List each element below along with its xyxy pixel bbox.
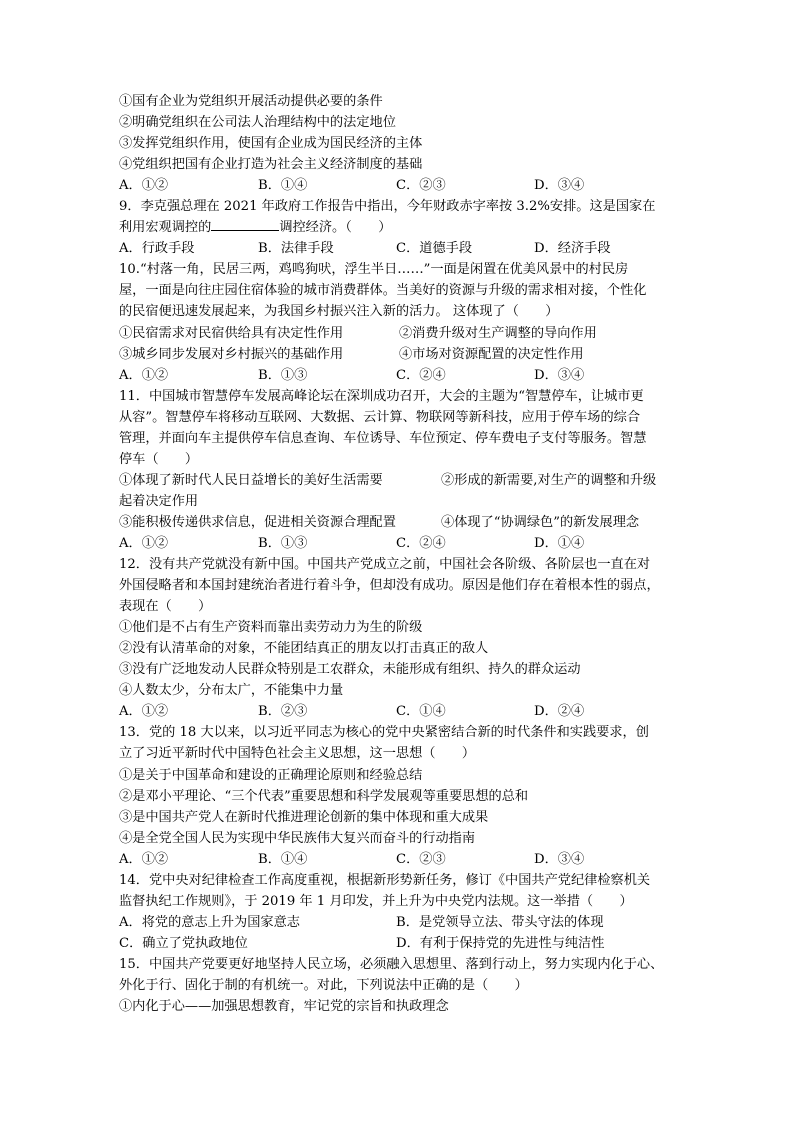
q10-item-3: ③城乡同步发展对乡村振兴的基础作用 [119,346,344,362]
q12-item-4: ④人数太少，分布太广，不能集中力量 [119,683,344,699]
q9-option-b[interactable]: B．法律手段 [258,241,334,257]
q10-option-c[interactable]: C．②④ [396,367,446,383]
q15-item-1: ①内化于心——加强思想教育，牢记党的宗旨和执政理念 [119,999,449,1015]
q11-option-c[interactable]: C．②④ [396,535,446,551]
q11-stem-line-1: 11．中国城市智慧停车发展高峰论坛在深圳成功召开，大会的主题为“智慧停车，让城市更 [119,388,644,404]
q8-item-1: ①国有企业为党组织开展活动提供必要的条件 [119,94,383,109]
q12-option-b[interactable]: B．②③ [258,704,308,720]
q14-options-row-2 [119,933,679,954]
q10-stem-line-1: 10.“村落一角，民居三两，鸡鸣狗吠，浮生半日……”一面是闲置在优美风景中的村民房 [119,262,629,278]
q8-item-2: ②明确党组织在公司法人治理结构中的法定地位 [119,115,396,131]
q12-item-1: ①他们是不占有生产资料而靠出卖劳动力为生的阶级 [119,620,423,636]
q13-option-d[interactable]: D．③④ [534,851,585,867]
q14-option-a[interactable]: A．将党的意志上升为国家意志 [119,914,300,930]
q11-items-row-1 [119,470,679,491]
q8-option-b[interactable]: B．①④ [258,178,308,194]
q9-options [119,238,679,259]
q11-option-a[interactable]: A．①② [119,535,169,551]
q13-item-1: ①是关于中国革命和建设的正确理论原则和经验总结 [119,767,423,783]
q14-stem-line-1: 14．党中央对纪律检查工作高度重视，根据新形势新任务，修订《中国共产党纪律检察机关 [119,872,651,888]
q15-stem-line-2: 外化于行、固化于制的有机统一。对此，下列说法中正确的是（ ） [119,977,528,993]
exam-page [119,91,679,1017]
question-15 [119,954,679,1017]
q12-item-2: ②没有认清革命的对象，不能团结真正的朋友以打击真正的敌人 [119,641,489,657]
q14-options-row-1 [119,912,679,933]
q13-item-3: ③是中国共产党人在新时代推进理论创新的集中体现和重大成果 [119,809,489,825]
q11-items-row-2 [119,512,679,533]
q9-fill-blank[interactable] [211,218,279,231]
question-14 [119,870,679,954]
q10-item-4: ④市场对资源配置的决定性作用 [399,346,584,362]
q10-option-a[interactable]: A．①② [119,367,169,383]
q8-item-3: ③发挥党组织作用，使国有企业成为国民经济的主体 [119,136,423,152]
q11-item-2-continued: 起着决定作用 [119,493,199,509]
q9-stem-before-blank: 利用宏观调控的 [119,220,212,236]
q11-item-1: ①体现了新时代人民日益增长的美好生活需要 [119,472,383,488]
q13-options [119,849,679,870]
q11-stem-line-4: 停车（ ） [119,451,199,467]
q11-options [119,533,679,554]
q8-option-c[interactable]: C．②③ [396,178,446,194]
q14-option-c[interactable]: C．确立了党执政地位 [119,935,248,951]
q11-option-b[interactable]: B．①③ [258,535,308,551]
q8-option-d[interactable]: D．③④ [534,178,585,194]
q10-options [119,365,679,386]
q12-option-a[interactable]: A．①② [119,704,169,720]
q14-stem-line-2: 监督执纪工作规则》，于 2019 年 1 月印发，并上升为中央党内法规。这一举措（ ） [119,893,633,909]
q8-options [119,175,679,196]
q12-stem-line-1: 12．没有共产党就没有新中国。中国共产党成立之前，中国社会各阶级、各阶层也一直在对 [119,557,651,573]
q11-option-d[interactable]: D．①④ [534,535,585,551]
q13-option-c[interactable]: C．②③ [396,851,446,867]
q12-stem-line-3: 表现在（ ） [119,599,212,615]
q12-item-3: ③没有广泛地发动人民群众特别是工农群众，未能形成有组织、持久的群众运动 [119,662,581,678]
q14-option-d[interactable]: D．有利于保持党的先进性与纯洁性 [396,935,605,951]
q9-option-d[interactable]: D．经济手段 [534,241,611,257]
q12-stem-line-2: 外国侵略者和本国封建统治者进行着斗争，但却没有成功。原因是他们存在着根本性的弱点， [119,578,660,594]
q9-stem-after-blank: 调控经济。（ ） [279,220,392,236]
q10-item-1: ①民宿需求对民宿供给具有决定性作用 [119,325,344,341]
q13-option-b[interactable]: B．①④ [258,851,308,867]
q13-stem-line-2: 立了习近平新时代中国特色社会主义思想，这一思想（ ） [119,746,476,762]
q12-option-c[interactable]: C．①④ [396,704,446,720]
q10-item-2: ②消费升级对生产调整的导向作用 [399,325,597,341]
question-11 [119,386,679,554]
question-12 [119,554,679,722]
q10-items-row-1 [119,323,679,344]
q11-item-3: ③能积极传递供求信息，促进相关资源合理配置 [119,514,396,530]
q11-item-4: ④体现了“协调绿色”的新发展理念 [441,514,640,530]
q10-option-b[interactable]: B．①③ [258,367,308,383]
q10-stem-line-3: 的民宿便迅速发展起来，为我国乡村振兴注入新的活力。 这体现了（ ） [119,304,559,320]
q11-stem-line-2: 从容”。智慧停车将移动互联网、大数据、云计算、物联网等新科技，应用于停车场的综合 [119,409,641,425]
q13-option-a[interactable]: A．①② [119,851,169,867]
question-9 [119,196,679,259]
q9-stem-line-2 [119,217,679,238]
question-8 [119,91,679,196]
q12-options [119,701,679,722]
q9-stem-line-1: 9．李克强总理在 2021 年政府工作报告中指出，今年财政赤字率按 3.2%安排。这是国家在 [119,199,656,215]
q10-items-row-2 [119,344,679,365]
q12-option-d[interactable]: D．②④ [534,704,585,720]
question-13 [119,722,679,869]
q15-stem-line-1: 15．中国共产党要更好地坚持人民立场，必须融入思想里、落到行动上，努力实现内化于心、 [119,956,664,972]
q13-item-4: ④是全党全国人民为实现中华民族伟大复兴而奋斗的行动指南 [119,830,476,846]
q13-stem-line-1: 13．党的 18 大以来，以习近平同志为核心的党中央紧密结合新的时代条件和实践要求，创 [119,725,649,741]
q11-item-2: ②形成的新需要,对生产的调整和升级 [441,472,657,488]
question-10 [119,259,679,385]
q13-item-2: ②是邓小平理论、“三个代表”重要思想和科学发展观等重要思想的总和 [119,788,529,804]
q14-option-b[interactable]: B．是党领导立法、带头守法的体现 [396,914,604,930]
q9-option-c[interactable]: C．道德手段 [396,241,473,257]
q8-option-a[interactable]: A．①② [119,178,169,194]
q9-option-a[interactable]: A．行政手段 [119,241,195,257]
q10-option-d[interactable]: D．③④ [534,367,585,383]
q11-stem-line-3: 管理，并面向车主提供停车信息查询、车位诱导、车位预定、停车费电子支付等服务。智慧 [119,430,647,446]
q10-stem-line-2: 屋，一面是向往庄园住宿体验的城市消费群体。当美好的资源与升级的需求相对接，个性化 [119,283,647,299]
q8-item-4: ④党组织把国有企业打造为社会主义经济制度的基础 [119,157,423,173]
